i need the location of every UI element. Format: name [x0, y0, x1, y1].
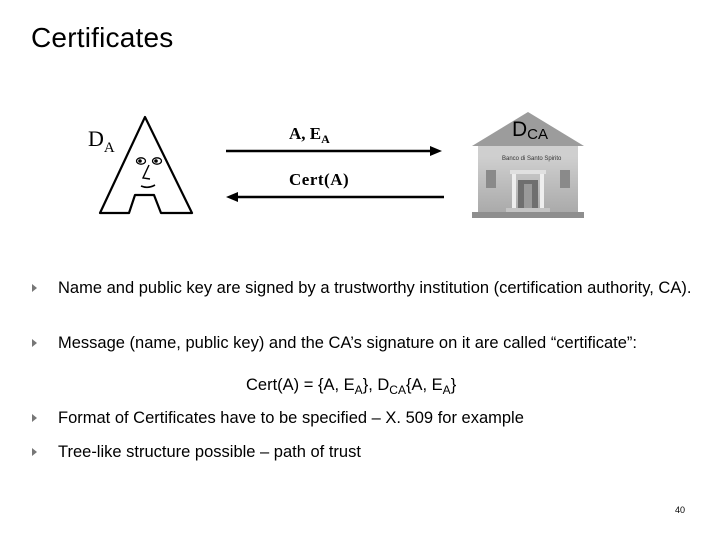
formula-part: } [450, 376, 457, 394]
certificate-formula [246, 376, 456, 397]
bullet-item [58, 333, 708, 354]
arrow-right-icon [430, 146, 442, 156]
message-arrows [220, 140, 450, 202]
message-to-ca-main: A, E [289, 124, 322, 143]
formula-part: {A, E [405, 376, 443, 394]
ca-key-sub: CA [527, 126, 549, 143]
arrow-left-icon [226, 192, 238, 202]
person-a-figure [97, 115, 197, 215]
formula-sub: CA [389, 383, 406, 397]
bullet-text: Name and public key are signed by a trustworthy institution (certification authority, CA). [58, 279, 692, 297]
bullet-marker-icon [32, 448, 37, 456]
bullet-marker-icon [32, 284, 37, 292]
bank-name-sign: Banco di Santo Spirito [502, 156, 562, 162]
bullet-item [58, 278, 698, 299]
page-number: 40 [675, 505, 686, 515]
formula-part: }, D [362, 376, 390, 394]
message-to-ca-sub: A [321, 132, 330, 146]
bullet-marker-icon [32, 339, 37, 347]
bullet-marker-icon [32, 414, 37, 422]
slide-title: Certificates [31, 22, 174, 53]
formula-sub: A [442, 383, 451, 397]
bullet-text: Message (name, public key) and the CA’s signature on it are called “certificate”: [58, 334, 637, 352]
ca-key-main: D [512, 118, 528, 141]
bullet-item [58, 408, 708, 429]
bullet-item [58, 442, 708, 463]
formula-part: Cert(A) = {A, E [246, 376, 355, 394]
ca-key-label [512, 118, 548, 143]
message-from-ca: Cert(A) [289, 170, 350, 189]
bullet-text: Tree-like structure possible – path of trust [58, 443, 361, 461]
sender-key-sub: A [103, 140, 115, 156]
formula-sub: A [354, 383, 363, 397]
bullet-text: Format of Certificates have to be specified – X. 509 for example [58, 409, 524, 427]
sender-key-main: D [88, 126, 104, 151]
